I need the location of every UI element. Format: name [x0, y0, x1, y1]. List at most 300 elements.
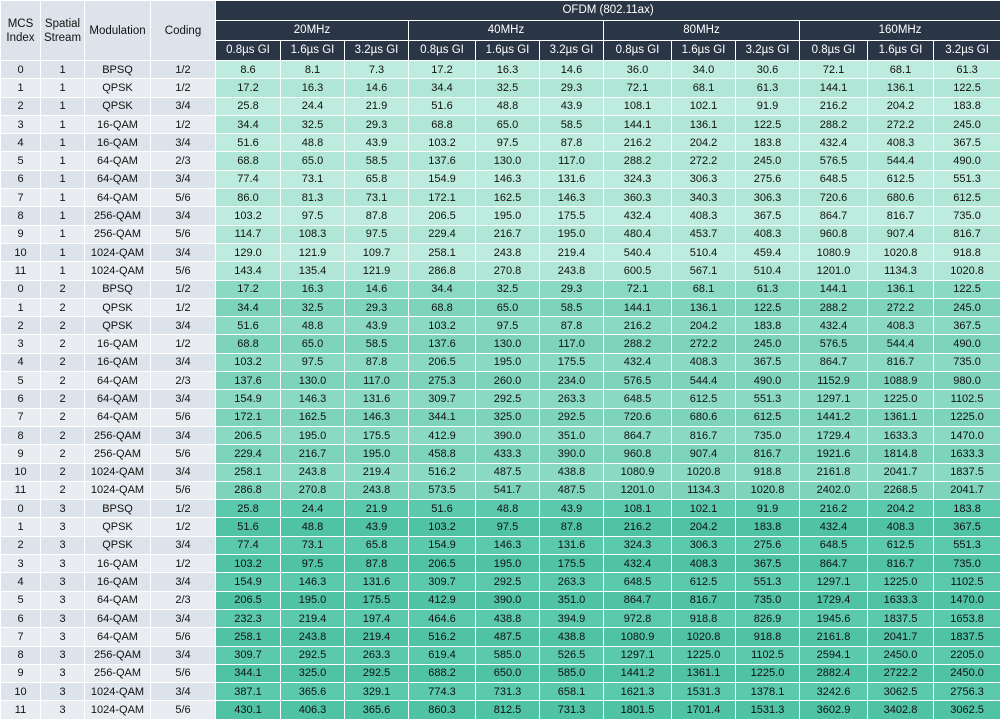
- mcs-index-cell: 9: [1, 225, 41, 243]
- data-rate-cell: 260.0: [476, 372, 540, 390]
- data-rate-cell: 29.3: [345, 298, 409, 316]
- data-rate-cell: 292.5: [281, 646, 345, 664]
- data-rate-cell: 245.0: [934, 298, 1000, 316]
- spatial-stream-cell: 2: [41, 426, 85, 444]
- data-rate-cell: 487.5: [476, 463, 540, 481]
- gi-0-8us-header: 0.8µs GI: [800, 41, 868, 61]
- data-rate-cell: 585.0: [540, 664, 604, 682]
- data-rate-cell: 216.2: [604, 317, 672, 335]
- data-rate-cell: 612.5: [672, 390, 736, 408]
- spatial-stream-cell: 1: [41, 207, 85, 225]
- data-rate-cell: 432.4: [800, 518, 868, 536]
- data-rate-cell: 907.4: [868, 225, 934, 243]
- data-rate-cell: 14.6: [345, 280, 409, 298]
- data-rate-cell: 510.4: [736, 262, 800, 280]
- data-rate-cell: 51.6: [216, 134, 281, 152]
- data-rate-cell: 243.8: [345, 481, 409, 499]
- data-rate-cell: 32.5: [281, 115, 345, 133]
- mcs-index-cell: 8: [1, 426, 41, 444]
- data-rate-cell: 306.3: [736, 189, 800, 207]
- data-rate-cell: 131.6: [540, 536, 604, 554]
- coding-cell: 5/6: [151, 408, 216, 426]
- data-rate-cell: 490.0: [736, 372, 800, 390]
- data-rate-cell: 195.0: [540, 225, 604, 243]
- data-rate-cell: 219.4: [540, 243, 604, 261]
- data-rate-cell: 43.9: [540, 97, 604, 115]
- mcs-index-cell: 3: [1, 115, 41, 133]
- data-rate-cell: 68.8: [409, 115, 476, 133]
- data-rate-cell: 43.9: [345, 134, 409, 152]
- data-rate-cell: 1801.5: [604, 701, 672, 719]
- data-rate-cell: 87.8: [540, 317, 604, 335]
- table-row: [1, 298, 1000, 316]
- data-rate-cell: 102.1: [672, 97, 736, 115]
- coding-cell: 5/6: [151, 481, 216, 499]
- data-rate-cell: 1633.3: [934, 445, 1000, 463]
- data-rate-cell: 648.5: [800, 536, 868, 554]
- data-rate-cell: 658.1: [540, 683, 604, 701]
- data-rate-cell: 34.4: [409, 280, 476, 298]
- data-rate-cell: 2041.7: [934, 481, 1000, 499]
- data-rate-cell: 108.1: [604, 97, 672, 115]
- data-rate-cell: 183.8: [736, 317, 800, 335]
- table-row: [1, 262, 1000, 280]
- data-rate-cell: 77.4: [216, 536, 281, 554]
- gi-3-2us-header: 3.2µs GI: [345, 41, 409, 61]
- data-rate-cell: 216.7: [281, 445, 345, 463]
- coding-cell: 5/6: [151, 628, 216, 646]
- data-rate-cell: 8.6: [216, 61, 281, 79]
- data-rate-cell: 130.0: [281, 372, 345, 390]
- data-rate-cell: 97.5: [281, 555, 345, 573]
- data-rate-cell: 720.6: [604, 408, 672, 426]
- table-row: [1, 573, 1000, 591]
- data-rate-cell: 1921.6: [800, 445, 868, 463]
- data-rate-cell: 206.5: [216, 426, 281, 444]
- data-rate-cell: 735.0: [736, 591, 800, 609]
- data-rate-cell: 340.3: [672, 189, 736, 207]
- bandwidth-40mhz-header: 40MHz: [409, 21, 604, 41]
- table-row: [1, 390, 1000, 408]
- data-rate-cell: 216.2: [800, 500, 868, 518]
- data-rate-cell: 551.3: [736, 390, 800, 408]
- coding-cell: 2/3: [151, 372, 216, 390]
- data-rate-cell: 183.8: [736, 518, 800, 536]
- data-rate-cell: 826.9: [736, 609, 800, 627]
- data-rate-cell: 216.2: [604, 134, 672, 152]
- mcs-index-cell: 9: [1, 445, 41, 463]
- spatial-stream-cell: 3: [41, 683, 85, 701]
- data-rate-cell: 1297.1: [800, 573, 868, 591]
- data-rate-cell: 360.3: [604, 189, 672, 207]
- data-rate-cell: 172.1: [409, 189, 476, 207]
- data-rate-cell: 17.2: [216, 280, 281, 298]
- data-rate-cell: 146.3: [540, 189, 604, 207]
- data-rate-cell: 1020.8: [672, 463, 736, 481]
- data-rate-cell: 58.5: [540, 115, 604, 133]
- modulation-cell: 256-QAM: [85, 207, 151, 225]
- data-rate-cell: 65.8: [345, 536, 409, 554]
- mcs-index-cell: 2: [1, 97, 41, 115]
- data-rate-cell: 102.1: [672, 500, 736, 518]
- data-rate-cell: 365.6: [345, 701, 409, 719]
- mcs-index-cell: 2: [1, 536, 41, 554]
- data-rate-cell: 2402.0: [800, 481, 868, 499]
- modulation-header: Modulation: [85, 1, 151, 61]
- data-rate-cell: 351.0: [540, 591, 604, 609]
- data-rate-cell: 2450.0: [934, 664, 1000, 682]
- data-rate-cell: 720.6: [800, 189, 868, 207]
- spatial-stream-cell: 1: [41, 134, 85, 152]
- table-row: [1, 683, 1000, 701]
- data-rate-cell: 129.0: [216, 243, 281, 261]
- data-rate-cell: 146.3: [476, 170, 540, 188]
- data-rate-cell: 585.0: [476, 646, 540, 664]
- data-rate-cell: 204.2: [868, 97, 934, 115]
- data-rate-cell: 1531.3: [736, 701, 800, 719]
- data-rate-cell: 232.3: [216, 609, 281, 627]
- data-rate-cell: 1837.5: [934, 463, 1000, 481]
- data-rate-cell: 972.8: [604, 609, 672, 627]
- modulation-cell: BPSQ: [85, 61, 151, 79]
- data-rate-cell: 408.3: [672, 555, 736, 573]
- gi-0-8us-header: 0.8µs GI: [216, 41, 281, 61]
- data-rate-cell: 103.2: [216, 207, 281, 225]
- data-rate-cell: 286.8: [409, 262, 476, 280]
- coding-cell: 3/4: [151, 243, 216, 261]
- data-rate-cell: 510.4: [672, 243, 736, 261]
- data-rate-cell: 292.5: [540, 408, 604, 426]
- modulation-cell: 64-QAM: [85, 628, 151, 646]
- data-rate-cell: 487.5: [476, 628, 540, 646]
- data-rate-cell: 2161.8: [800, 628, 868, 646]
- spatial-stream-cell: 2: [41, 280, 85, 298]
- data-rate-cell: 408.3: [868, 317, 934, 335]
- data-rate-cell: 731.3: [540, 701, 604, 719]
- data-rate-cell: 68.1: [868, 61, 934, 79]
- data-rate-cell: 438.8: [540, 628, 604, 646]
- table-row: [1, 317, 1000, 335]
- data-rate-cell: 87.8: [345, 353, 409, 371]
- data-rate-cell: 68.8: [216, 335, 281, 353]
- data-rate-cell: 103.2: [216, 353, 281, 371]
- data-rate-cell: 288.2: [604, 152, 672, 170]
- data-rate-cell: 109.7: [345, 243, 409, 261]
- mcs-index-cell: 7: [1, 189, 41, 207]
- data-rate-cell: 272.2: [868, 298, 934, 316]
- mcs-index-cell: 5: [1, 591, 41, 609]
- coding-cell: 3/4: [151, 463, 216, 481]
- coding-cell: 1/2: [151, 298, 216, 316]
- data-rate-cell: 144.1: [800, 79, 868, 97]
- data-rate-cell: 162.5: [476, 189, 540, 207]
- data-rate-cell: 43.9: [345, 317, 409, 335]
- data-rate-cell: 816.7: [868, 207, 934, 225]
- data-rate-cell: 172.1: [216, 408, 281, 426]
- data-rate-cell: 136.1: [672, 298, 736, 316]
- data-rate-cell: 438.8: [476, 609, 540, 627]
- modulation-cell: 1024-QAM: [85, 243, 151, 261]
- data-rate-cell: 540.4: [604, 243, 672, 261]
- spatial-stream-cell: 2: [41, 317, 85, 335]
- data-rate-cell: 154.9: [216, 390, 281, 408]
- data-rate-cell: 108.1: [604, 500, 672, 518]
- data-rate-cell: 195.0: [476, 555, 540, 573]
- data-rate-cell: 490.0: [934, 335, 1000, 353]
- data-rate-cell: 464.6: [409, 609, 476, 627]
- modulation-cell: 1024-QAM: [85, 262, 151, 280]
- table-row: [1, 408, 1000, 426]
- data-rate-cell: 680.6: [868, 189, 934, 207]
- data-rate-cell: 97.5: [476, 518, 540, 536]
- data-rate-cell: 175.5: [345, 591, 409, 609]
- data-rate-cell: 229.4: [409, 225, 476, 243]
- data-rate-cell: 103.2: [409, 134, 476, 152]
- data-rate-cell: 216.2: [800, 97, 868, 115]
- data-rate-cell: 1201.0: [604, 481, 672, 499]
- data-rate-cell: 2268.5: [868, 481, 934, 499]
- table-row: [1, 170, 1000, 188]
- data-rate-cell: 551.3: [934, 170, 1000, 188]
- table-row: [1, 609, 1000, 627]
- data-rate-cell: 309.7: [216, 646, 281, 664]
- data-rate-cell: 1102.5: [934, 573, 1000, 591]
- spatial-stream-cell: 3: [41, 664, 85, 682]
- data-rate-cell: 263.3: [540, 390, 604, 408]
- data-rate-cell: 131.6: [345, 573, 409, 591]
- modulation-cell: QPSK: [85, 536, 151, 554]
- ofdm-header: OFDM (802.11ax): [216, 1, 1000, 21]
- data-rate-cell: 103.2: [216, 555, 281, 573]
- modulation-cell: 64-QAM: [85, 609, 151, 627]
- data-rate-cell: 576.5: [800, 152, 868, 170]
- modulation-cell: 64-QAM: [85, 189, 151, 207]
- gi-1-6us-header: 1.6µs GI: [281, 41, 345, 61]
- data-rate-cell: 432.4: [604, 353, 672, 371]
- data-rate-cell: 432.4: [604, 207, 672, 225]
- data-rate-cell: 600.5: [604, 262, 672, 280]
- coding-cell: 5/6: [151, 225, 216, 243]
- data-rate-cell: 960.8: [800, 225, 868, 243]
- data-rate-cell: 438.8: [540, 463, 604, 481]
- data-rate-cell: 2722.2: [868, 664, 934, 682]
- data-rate-cell: 258.1: [216, 628, 281, 646]
- data-rate-cell: 77.4: [216, 170, 281, 188]
- data-rate-cell: 412.9: [409, 426, 476, 444]
- modulation-cell: 16-QAM: [85, 555, 151, 573]
- data-rate-cell: 72.1: [604, 280, 672, 298]
- data-rate-cell: 576.5: [604, 372, 672, 390]
- mcs-index-cell: 5: [1, 152, 41, 170]
- data-rate-cell: 122.5: [934, 280, 1000, 298]
- data-rate-cell: 114.7: [216, 225, 281, 243]
- data-rate-cell: 130.0: [476, 152, 540, 170]
- data-rate-cell: 195.0: [281, 591, 345, 609]
- data-rate-cell: 16.3: [476, 61, 540, 79]
- data-rate-cell: 648.5: [800, 170, 868, 188]
- spatial-stream-cell: 3: [41, 591, 85, 609]
- data-rate-cell: 816.7: [868, 353, 934, 371]
- table-row: [1, 426, 1000, 444]
- spatial-stream-cell: 3: [41, 536, 85, 554]
- table-row: [1, 335, 1000, 353]
- data-rate-cell: 408.3: [868, 134, 934, 152]
- data-rate-cell: 1361.1: [868, 408, 934, 426]
- mcs-index-cell: 0: [1, 500, 41, 518]
- data-rate-cell: 1080.9: [800, 243, 868, 261]
- data-rate-cell: 48.8: [476, 500, 540, 518]
- data-rate-cell: 459.4: [736, 243, 800, 261]
- data-rate-cell: 612.5: [868, 536, 934, 554]
- data-rate-cell: 183.8: [736, 134, 800, 152]
- data-rate-cell: 490.0: [934, 152, 1000, 170]
- data-rate-cell: 325.0: [476, 408, 540, 426]
- data-rate-cell: 907.4: [672, 445, 736, 463]
- modulation-cell: QPSK: [85, 97, 151, 115]
- modulation-cell: 1024-QAM: [85, 481, 151, 499]
- modulation-cell: 16-QAM: [85, 335, 151, 353]
- modulation-cell: 256-QAM: [85, 646, 151, 664]
- table-row: [1, 555, 1000, 573]
- spatial-stream-cell: 3: [41, 646, 85, 664]
- data-rate-cell: 258.1: [216, 463, 281, 481]
- data-rate-cell: 735.0: [934, 207, 1000, 225]
- data-rate-cell: 1225.0: [672, 646, 736, 664]
- coding-cell: 5/6: [151, 262, 216, 280]
- modulation-cell: 256-QAM: [85, 225, 151, 243]
- data-rate-cell: 68.8: [216, 152, 281, 170]
- data-rate-cell: 258.1: [409, 243, 476, 261]
- table-row: [1, 115, 1000, 133]
- modulation-cell: 64-QAM: [85, 591, 151, 609]
- data-rate-cell: 288.2: [604, 335, 672, 353]
- data-rate-cell: 731.3: [476, 683, 540, 701]
- data-rate-cell: 1531.3: [672, 683, 736, 701]
- data-rate-cell: 130.0: [476, 335, 540, 353]
- data-rate-cell: 195.0: [345, 445, 409, 463]
- data-rate-cell: 918.8: [672, 609, 736, 627]
- data-rate-cell: 612.5: [934, 189, 1000, 207]
- gi-3-2us-header: 3.2µs GI: [736, 41, 800, 61]
- data-rate-cell: 1814.8: [868, 445, 934, 463]
- spatial-stream-header: Spatial Stream: [41, 1, 85, 61]
- coding-cell: 2/3: [151, 152, 216, 170]
- data-rate-cell: 2161.8: [800, 463, 868, 481]
- spatial-stream-cell: 2: [41, 390, 85, 408]
- data-rate-cell: 1633.3: [868, 591, 934, 609]
- data-rate-cell: 51.6: [216, 317, 281, 335]
- data-rate-cell: 29.3: [540, 79, 604, 97]
- data-rate-cell: 97.5: [345, 225, 409, 243]
- data-rate-cell: 980.0: [934, 372, 1000, 390]
- table-row: [1, 628, 1000, 646]
- coding-cell: 3/4: [151, 426, 216, 444]
- spatial-stream-cell: 3: [41, 573, 85, 591]
- data-rate-cell: 146.3: [281, 390, 345, 408]
- spatial-stream-cell: 1: [41, 79, 85, 97]
- data-rate-cell: 1633.3: [868, 426, 934, 444]
- data-rate-cell: 1837.5: [868, 609, 934, 627]
- data-rate-cell: 73.1: [345, 189, 409, 207]
- mcs-index-cell: 4: [1, 134, 41, 152]
- data-rate-cell: 14.6: [540, 61, 604, 79]
- mcs-index-cell: 11: [1, 701, 41, 719]
- mcs-index-cell: 0: [1, 61, 41, 79]
- data-rate-cell: 272.2: [868, 115, 934, 133]
- spatial-stream-cell: 1: [41, 189, 85, 207]
- gi-3-2us-header: 3.2µs GI: [540, 41, 604, 61]
- bandwidth-20mhz-header: 20MHz: [216, 21, 409, 41]
- data-rate-cell: 21.9: [345, 500, 409, 518]
- data-rate-cell: 275.6: [736, 170, 800, 188]
- data-rate-cell: 234.0: [540, 372, 604, 390]
- data-rate-cell: 432.4: [800, 317, 868, 335]
- coding-cell: 3/4: [151, 536, 216, 554]
- data-rate-cell: 288.2: [800, 298, 868, 316]
- coding-cell: 1/2: [151, 555, 216, 573]
- data-rate-cell: 243.8: [476, 243, 540, 261]
- data-rate-cell: 3242.6: [800, 683, 868, 701]
- gi-0-8us-header: 0.8µs GI: [409, 41, 476, 61]
- gi-0-8us-header: 0.8µs GI: [604, 41, 672, 61]
- data-rate-cell: 43.9: [540, 500, 604, 518]
- mcs-index-cell: 10: [1, 463, 41, 481]
- data-rate-cell: 245.0: [934, 115, 1000, 133]
- data-rate-cell: 29.3: [540, 280, 604, 298]
- data-rate-cell: 29.3: [345, 115, 409, 133]
- data-rate-cell: 458.8: [409, 445, 476, 463]
- table-row: [1, 445, 1000, 463]
- data-rate-cell: 131.6: [540, 170, 604, 188]
- data-rate-cell: 108.3: [281, 225, 345, 243]
- data-rate-cell: 1470.0: [934, 591, 1000, 609]
- mcs-index-cell: 9: [1, 664, 41, 682]
- data-rate-cell: 146.3: [476, 536, 540, 554]
- data-rate-cell: 175.5: [345, 426, 409, 444]
- data-rate-cell: 48.8: [281, 518, 345, 536]
- data-rate-cell: 136.1: [868, 79, 934, 97]
- data-rate-cell: 412.9: [409, 591, 476, 609]
- data-rate-cell: 432.4: [800, 134, 868, 152]
- data-rate-cell: 292.5: [476, 390, 540, 408]
- modulation-cell: 1024-QAM: [85, 683, 151, 701]
- data-rate-cell: 72.1: [800, 61, 868, 79]
- data-rate-cell: 387.1: [216, 683, 281, 701]
- data-rate-cell: 918.8: [736, 628, 800, 646]
- table-row: [1, 518, 1000, 536]
- data-rate-cell: 612.5: [736, 408, 800, 426]
- coding-cell: 3/4: [151, 609, 216, 627]
- mcs-index-cell: 2: [1, 317, 41, 335]
- data-rate-cell: 544.4: [868, 335, 934, 353]
- modulation-cell: BPSQ: [85, 500, 151, 518]
- data-rate-cell: 1201.0: [800, 262, 868, 280]
- data-rate-cell: 344.1: [409, 408, 476, 426]
- data-rate-cell: 1225.0: [868, 390, 934, 408]
- table-row: [1, 500, 1000, 518]
- data-rate-cell: 1134.3: [672, 481, 736, 499]
- data-rate-cell: 275.3: [409, 372, 476, 390]
- data-rate-cell: 243.8: [281, 463, 345, 481]
- data-rate-cell: 367.5: [736, 207, 800, 225]
- data-rate-cell: 918.8: [934, 243, 1000, 261]
- coding-cell: 3/4: [151, 170, 216, 188]
- data-rate-cell: 774.3: [409, 683, 476, 701]
- data-rate-cell: 97.5: [281, 207, 345, 225]
- table-row: [1, 664, 1000, 682]
- data-rate-cell: 87.8: [345, 555, 409, 573]
- data-rate-cell: 58.5: [345, 335, 409, 353]
